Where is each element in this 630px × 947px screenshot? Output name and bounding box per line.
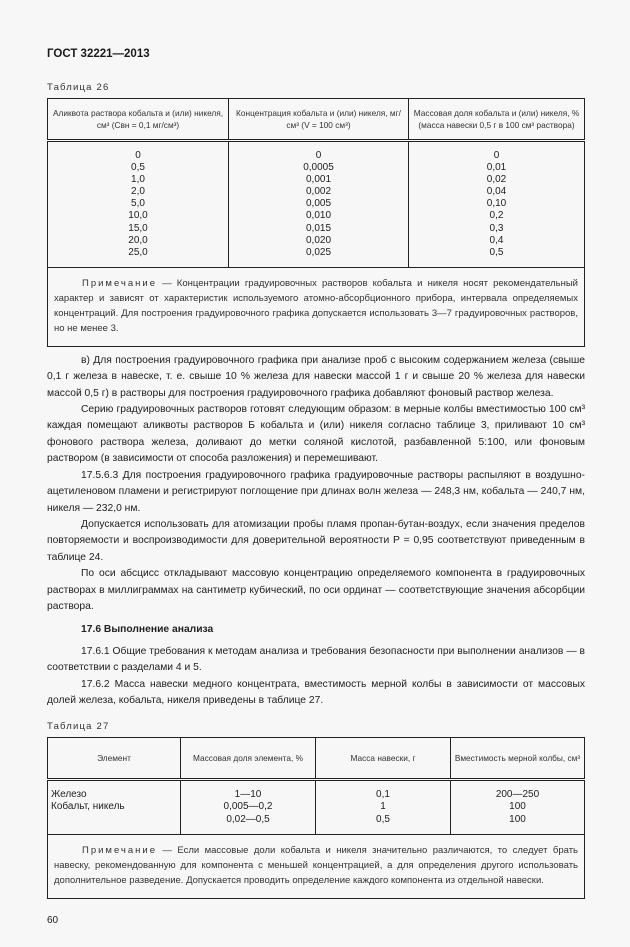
- paragraph: 17.6.2 Масса навески медного концентрата, вместимость мерной колбы в зависимости от массовых долей железа, кобальта, никеля приведены в таблице 27.: [47, 678, 585, 706]
- table-cell: 0,005—0,2: [223, 801, 273, 813]
- table-header-cell: Аликвота раствора кобальта и (или) никеля, см³ (Cвн = 0,1 мг/см³): [48, 99, 229, 141]
- table-cell: 0,5: [489, 246, 504, 258]
- section-title: 17.6 Выполнение анализа: [81, 624, 214, 636]
- table-header-cell: Масса навески, г: [316, 738, 451, 780]
- table-cell: [51, 814, 177, 826]
- table-cell: 0: [135, 150, 141, 161]
- table-cell: 0,010: [305, 210, 332, 222]
- table-26: [47, 98, 585, 267]
- paragraph: Серию градуировочных растворов готовят следующим образом: в мерные колбы вместимостью 100 см³ каждая помещают аликвоты растворов Б кобальта и (или) никеля согласно таблице 3, приливают 10 см³ фонового раствора железа, доливают до метки соляной кислотой, разбавленной 5:100, или фоновым раствором (в зависимости от способа разложения) и перемешивают.: [47, 404, 585, 465]
- paragraph: 17.5.6.3 Для построения градуировочного графика градуировочные растворы распыляют в воздушно-ацетиленовом пламени и регистрируют поглощение при длинах волн железа — 248,3 нм, кобальта — 240,7 нм, никеля — 232,0 нм.: [47, 469, 585, 514]
- table-cell: Железо: [51, 789, 87, 801]
- table-column-element: [48, 780, 181, 834]
- table-cell: 0,4: [489, 234, 504, 246]
- table-cell: 0,005: [305, 198, 332, 210]
- table-cell: 1,0: [131, 174, 145, 186]
- table-cell: 0,02—0,5: [226, 813, 270, 825]
- table-cell: 0,025: [305, 246, 332, 258]
- table-cell: Кобальт, никель: [51, 801, 125, 813]
- body-text: [47, 353, 585, 710]
- table-cell: 100: [509, 801, 526, 813]
- table-column-aliquot: [48, 141, 229, 267]
- table-cell: 2,0: [131, 186, 145, 198]
- table-cell: 15,0: [128, 222, 148, 234]
- table-cell: 5,0: [131, 198, 145, 210]
- table-cell: 200—250: [495, 789, 540, 801]
- table-cell: 0: [315, 150, 322, 161]
- table-cell: 0,015: [305, 222, 332, 234]
- table-column-mass-fraction: [181, 780, 316, 834]
- note-label: Примечание: [82, 277, 157, 289]
- table-cell: 0,2: [489, 210, 504, 222]
- table-27-note: [47, 834, 585, 899]
- paragraph: Допускается использовать для атомизации пробы пламя пропан-бутан-воздух, если значения пределов повторяемости и воспроизводимости для доверительной вероятности P = 0,95 соответствуют приведенным в таблице 24.: [47, 518, 585, 563]
- paragraph: По оси абсцисс откладывают массовую концентрацию определяемого компонента в градуировочных растворах в миллиграммах на сантиметр кубический, по оси ординат — соответствующие значения абсорбции раствора.: [47, 568, 585, 612]
- table-cell: 0,5: [376, 813, 390, 825]
- table-26-caption: Таблица 26: [47, 82, 110, 93]
- table-26-note: [47, 267, 585, 347]
- table-column-mass-fraction: [409, 141, 585, 267]
- table-column-flask-volume: [451, 780, 585, 834]
- table-cell: 0,1: [376, 789, 390, 801]
- document-page: [47, 0, 585, 947]
- table-cell: 25,0: [128, 246, 148, 258]
- table-cell: 100: [509, 813, 526, 825]
- table-header-cell: Вместимость мерной колбы, см³: [451, 738, 585, 780]
- table-cell: 0,10: [486, 198, 507, 210]
- table-header-cell: Массовая доля элемента, %: [181, 738, 316, 780]
- table-cell: 0,020: [305, 234, 332, 246]
- table-column-concentration: [229, 141, 409, 267]
- table-cell: 1—10: [234, 789, 262, 801]
- table-header-cell: Концентрация кобальта и (или) никеля, мг/см³ (V = 100 см³): [229, 99, 409, 141]
- table-cell: 0: [493, 150, 500, 161]
- table-cell: 10,0: [128, 210, 148, 222]
- paragraph: 17.6.1 Общие требования к методам анализа и требования безопасности при выполнении анализов — в соответствии с разделами 4 и 5.: [47, 645, 585, 674]
- table-header-cell: Массовая доля кобальта и (или) никеля, % (масса навески 0,5 г в 100 см³ раствора): [409, 99, 585, 141]
- note-label: Примечание: [82, 844, 157, 856]
- document-header: ГОСТ 32221—2013: [47, 48, 150, 60]
- note-text: — Если массовые доли кобальта и никеля значительно различаются, то следует брать навеску, рекомендованную для компонента с меньшей концентрацией, а для определения другого использовать дополнительное разведение. Допускается проводить определение каждого компонента из отдельной навески.: [54, 844, 578, 886]
- table-cell: 0,0005: [303, 162, 334, 174]
- table-header-cell: Элемент: [48, 738, 181, 780]
- table-cell: 20,0: [128, 234, 148, 246]
- table-cell: 0,02: [486, 174, 507, 186]
- table-column-sample-mass: [316, 780, 451, 834]
- table-27-caption: Таблица 27: [47, 721, 110, 733]
- table-cell: 0,5: [131, 162, 145, 174]
- table-cell: 0,04: [486, 186, 507, 198]
- table-cell: 0,002: [305, 186, 332, 198]
- table-cell: 0,3: [489, 222, 504, 234]
- table-cell: 0,01: [486, 162, 507, 174]
- page-number: 60: [47, 914, 59, 926]
- note-text: — Концентрации градуировочных растворов кобальта и никеля носят рекомендательный характер и зависят от характеристик используемого атомно-абсорбционного прибора, интервала определяемых концентраций. Для построения градуировочного графика допускается использовать 3—7 градуировочных растворов, но не менее 3.: [54, 277, 578, 334]
- table-cell: 0,001: [305, 174, 332, 186]
- table-27: [47, 737, 585, 833]
- paragraph: в) Для построения градуировочного графика при анализе проб с высоким содержанием железа (свыше 0,1 г железа в навеске, т. е. свыше 10 % железа для навески массой 1 г и свыше 20 % железа для навески массой 0,5 г) в растворы для построения градуировочного графика добавляют фоновый раствор железа.: [47, 354, 585, 399]
- table-cell: 1: [380, 801, 386, 813]
